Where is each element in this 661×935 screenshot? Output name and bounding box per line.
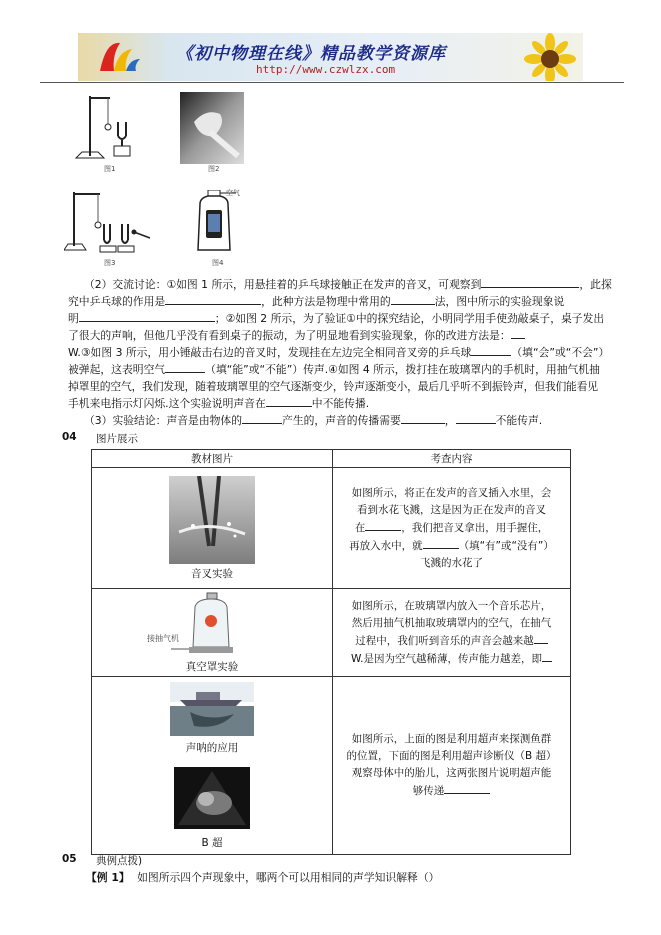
table-header-cell: 考查内容 <box>333 450 571 468</box>
discussion-line-1: （2）交流讨论：①如图 1 所示，用悬挂着的乒乓球接触正在发声的音叉，可观察到 ，此探 <box>84 278 612 291</box>
figure-2-caption: 图2 <box>208 165 220 173</box>
answer-blank[interactable] <box>266 395 312 407</box>
answer-blank[interactable] <box>391 293 435 305</box>
answer-blank[interactable] <box>444 782 490 794</box>
figure-4 <box>190 190 250 270</box>
answer-blank[interactable] <box>481 276 579 288</box>
vacuum-bell-jar-photo <box>147 591 257 657</box>
answer-blank[interactable] <box>365 519 401 531</box>
answer-blank[interactable] <box>165 293 261 305</box>
figure-4-air-label: 空气 <box>226 189 240 197</box>
example-1 <box>86 870 439 885</box>
discussion-line-4: 了很大的声响，但他几乎没有看到桌子的振动，为了明显地看到实验现象，你的改进方法是： <box>68 327 624 344</box>
table-cell-text <box>333 589 571 677</box>
table-image-caption: 音叉实验 <box>191 567 233 580</box>
table-cell-image <box>92 677 333 855</box>
section-04-number: 04 <box>62 431 77 443</box>
table-image-caption: 声呐的应用 <box>185 741 239 754</box>
conclusion-line: （3）实验结论：声音是由物体的 产生的，声音的传播需要 ， 不能传声. <box>84 414 543 427</box>
figure-3 <box>64 188 154 268</box>
discussion-line-3: 明 ；②如图 2 所示，为了验证①中的探究结论，小明同学用手使劲敲桌子，桌子发出 <box>68 312 605 325</box>
tuning-fork-question: 如图所示，将正在发声的音叉插入水里，会 看到水花飞溅，这是因为正在发声的音叉 在 ，我们把音叉拿出，用手握住， 再放入水中，就 （填“有”或“没有”） 飞溅的水花了 <box>349 486 554 569</box>
table-row <box>92 677 571 855</box>
discussion-line-5: W.③如图 3 所示，用小锤敲击右边的音叉时，发现挂在左边完全相同音叉旁的乒乓球 （填“会”或“不会”） <box>68 346 610 359</box>
site-logo-icon <box>92 37 144 77</box>
sonar-ship-icon <box>170 682 254 736</box>
hand-knock-table-icon <box>180 92 244 164</box>
answer-blank[interactable] <box>471 344 511 356</box>
section-04-title: 图片展示 <box>96 433 138 445</box>
vacuum-question: 如图所示，在玻璃罩内放入一个音乐芯片， 然后用抽气机抽取玻璃罩内的空气，在抽气 过程中，我们听到音乐的声音会越来越 W.是因为空气越稀薄，传声能力越差，即 <box>350 599 552 665</box>
figure-2 <box>180 92 248 174</box>
discussion-line-6: 被弹起，这表明空气 （填“能”或“不能”）传声.④如图 4 所示，拨打挂在玻璃罩内的手机时，用抽气机抽 <box>68 363 600 376</box>
tuning-fork-water-icon <box>169 476 255 564</box>
table-row <box>92 589 571 677</box>
exhibit-table <box>91 449 571 855</box>
answer-blank[interactable] <box>242 412 282 424</box>
figure-4-caption: 图4 <box>212 259 224 267</box>
bell-jar-pump-icon <box>167 591 257 657</box>
section-05-title: 典例点拨) <box>96 855 143 867</box>
ultrasound-question: 如图所示，上面的图是利用超声来探测鱼群 的位置，下面的图是利用超声诊断仪（B 超） 观察母体中的胎儿，这两张图片说明超声能 够传递 <box>346 733 557 797</box>
pendulum-tuning-fork-icon <box>74 92 142 164</box>
answer-blank[interactable] <box>456 412 496 424</box>
banner-url[interactable]: http://www.czwlzx.com <box>256 63 396 76</box>
section-05-number: 05 <box>62 853 77 865</box>
b-ultrasound-photo <box>174 767 250 829</box>
banner-title: 《初中物理在线》精品教学资源库 <box>176 44 446 64</box>
table-cell-image <box>92 468 333 589</box>
ultrasound-scan-icon <box>174 767 250 829</box>
two-tuning-forks-icon <box>64 188 154 256</box>
answer-blank[interactable] <box>165 361 205 373</box>
discussion-line-8: 手机来电指示灯闪烁.这个实验说明声音在 中不能传播. <box>68 397 370 410</box>
table-row <box>92 468 571 589</box>
answer-blank[interactable] <box>79 310 215 322</box>
table-header-row <box>92 450 571 468</box>
header-banner <box>78 33 583 81</box>
tuning-fork-water-photo <box>169 476 255 564</box>
table-cell-image <box>92 589 333 677</box>
table-cell-text <box>333 468 571 589</box>
table-cell-text <box>333 677 571 855</box>
answer-blank[interactable] <box>534 632 548 644</box>
discussion-line-2: 究中乒乓球的作用是 ，此种方法是物理中常用的 法，图中所示的实验现象说 <box>68 295 565 308</box>
example-1-text: 如图所示四个声现象中，哪两个可以用相同的声学知识解释（） <box>137 871 440 884</box>
sunflower-icon <box>518 33 583 81</box>
example-1-label: 【例 1】 <box>86 871 130 884</box>
pump-label: 接抽气机 <box>147 634 179 643</box>
answer-blank[interactable] <box>423 537 459 549</box>
sonar-ship-photo <box>170 682 254 736</box>
table-header-cell: 教材图片 <box>92 450 333 468</box>
figure-3-caption: 图3 <box>104 259 116 267</box>
figure-1 <box>74 92 142 174</box>
table-image-caption: 真空罩实验 <box>185 661 239 673</box>
answer-blank[interactable] <box>511 327 525 339</box>
discussion-line-7: 掉罩里的空气，我们发现，随着玻璃罩里的空气逐渐变少，铃声逐渐变小，最后几乎听不到振铃声，但我们能看见 <box>68 380 598 393</box>
figure-1-caption: 图1 <box>104 165 116 173</box>
answer-blank[interactable] <box>401 412 445 424</box>
phone-in-bell-jar-icon <box>190 190 248 256</box>
answer-blank[interactable] <box>542 650 552 662</box>
header-rule <box>40 82 624 83</box>
table-image-caption: B 超 <box>201 836 223 849</box>
